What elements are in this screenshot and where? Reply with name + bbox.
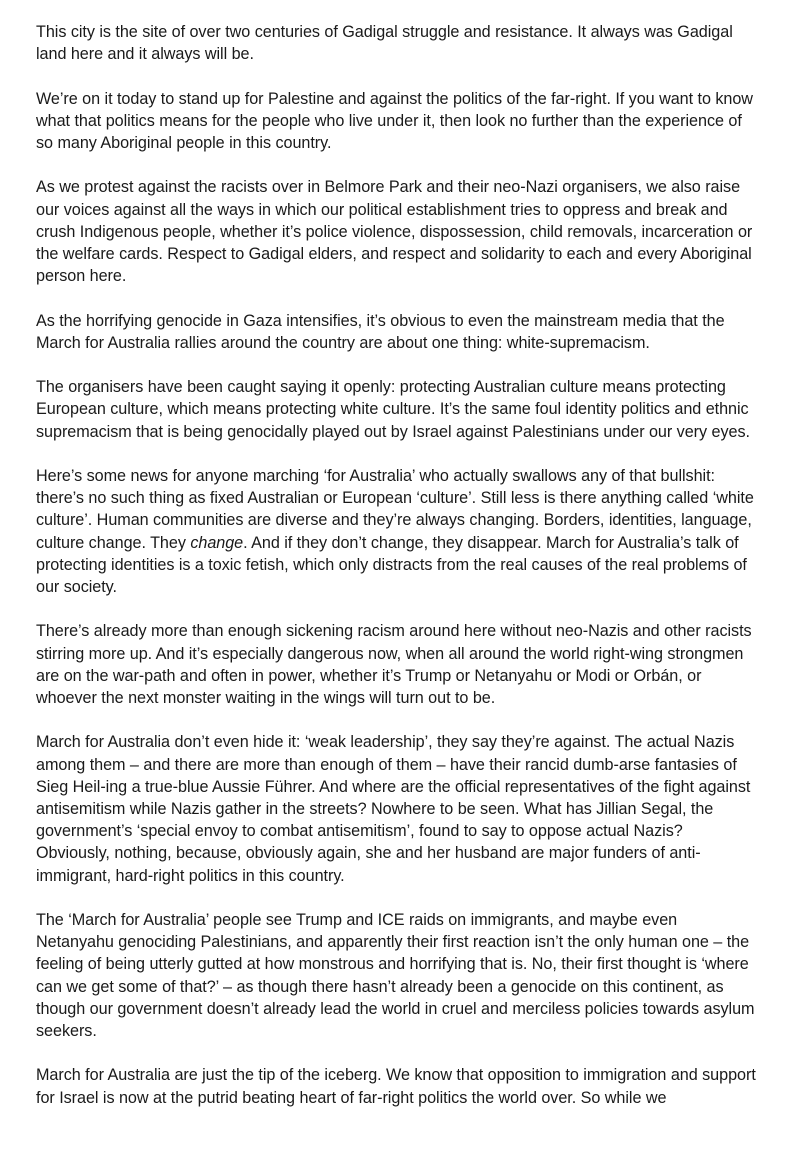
paragraph-5: The organisers have been caught saying it openly: protecting Australian culture means protecting European culture, which means protecting white culture. It’s the same foul identity politics and ethnic supremacism that is being genocidally played out by Israel against Palestinians under our very eyes.: [36, 378, 750, 441]
paragraph-10: March for Australia are just the tip of the iceberg. We know that opposition to immigration and support for Israel is now at the putrid beating heart of far-right politics the world over. So while we: [36, 1066, 756, 1107]
paragraph-6: [36, 465, 756, 598]
paragraph-3: As we protest against the racists over in Belmore Park and their neo-Nazi organisers, we also raise our voices against all the ways in which our political establishment tries to oppress and break and crush Indigenous people, whether it’s police violence, dispossession, child removals, incarceration or the welfare cards. Respect to Gadigal elders, and respect and solidarity to each and every Aboriginal person here.: [36, 178, 753, 286]
paragraph-9: The ‘March for Australia’ people see Trump and ICE raids on immigrants, and maybe even Netanyahu genociding Palestinians, and apparently their first reaction isn’t the only human one – the feeling of being utterly gutted at how monstrous and horrifying that is. No, their first thought is ‘where can we get some of that?’ – as though there hasn’t already been a genocide on this continent, as though our government doesn’t already lead the world in cruel and merciless policies towards asylum seekers.: [36, 911, 755, 1041]
paragraph-7: There’s already more than enough sickening racism around here without neo-Nazis and other racists stirring more up. And it’s especially dangerous now, when all around the world right-wing strongmen are on the war-path and often in power, whether it’s Trump or Netanyahu or Modi or Orbán, or whoever the next monster waiting in the wings will turn out to be.: [36, 622, 752, 707]
article-body: [36, 21, 756, 1131]
paragraph-6-text-after: . And if they don’t change, they disappear. March for Australia’s talk of protecting identities is a toxic fetish, which only distracts from the real causes of the real problems of our society.: [36, 533, 747, 596]
paragraph-6-emphasis: change: [190, 533, 244, 552]
paragraph-2: We’re on it today to stand up for Palestine and against the politics of the far-right. If you want to know what that politics means for the people who live under it, then look no further than the experience of so many Aboriginal people in this country.: [36, 89, 753, 152]
paragraph-4: As the horrifying genocide in Gaza intensifies, it’s obvious to even the mainstream media that the March for Australia rallies around the country are about one thing: white-supremacism.: [36, 311, 725, 352]
paragraph-6-text-before: Here’s some news for anyone marching ‘for Australia’ who actually swallows any of that bullshit: there’s no such thing as fixed Australian or European ‘culture’. Still less is there anything called ‘white culture’. Human communities are diverse and they’re always changing. Borders, identities, language, culture change. They: [36, 466, 754, 552]
paragraph-8: March for Australia don’t even hide it: ‘weak leadership’, they say they’re against. The actual Nazis among them – and there are more than enough of them – have their rancid dumb-arse fantasies of Sieg Heil-ing a true-blue Aussie Führer. And where are the official representatives of the fight against antisemitism while Nazis gather in the streets? Nowhere to be seen. What has Jillian Segal, the government’s ‘special envoy to combat antisemitism’, found to say to oppose actual Nazis? Obviously, nothing, because, obviously again, she and her husband are major funders of anti-immigrant, hard-right politics in this country.: [36, 733, 751, 885]
paragraph-1: This city is the site of over two centuries of Gadigal struggle and resistance. It always was Gadigal land here and it always will be.: [36, 23, 733, 64]
